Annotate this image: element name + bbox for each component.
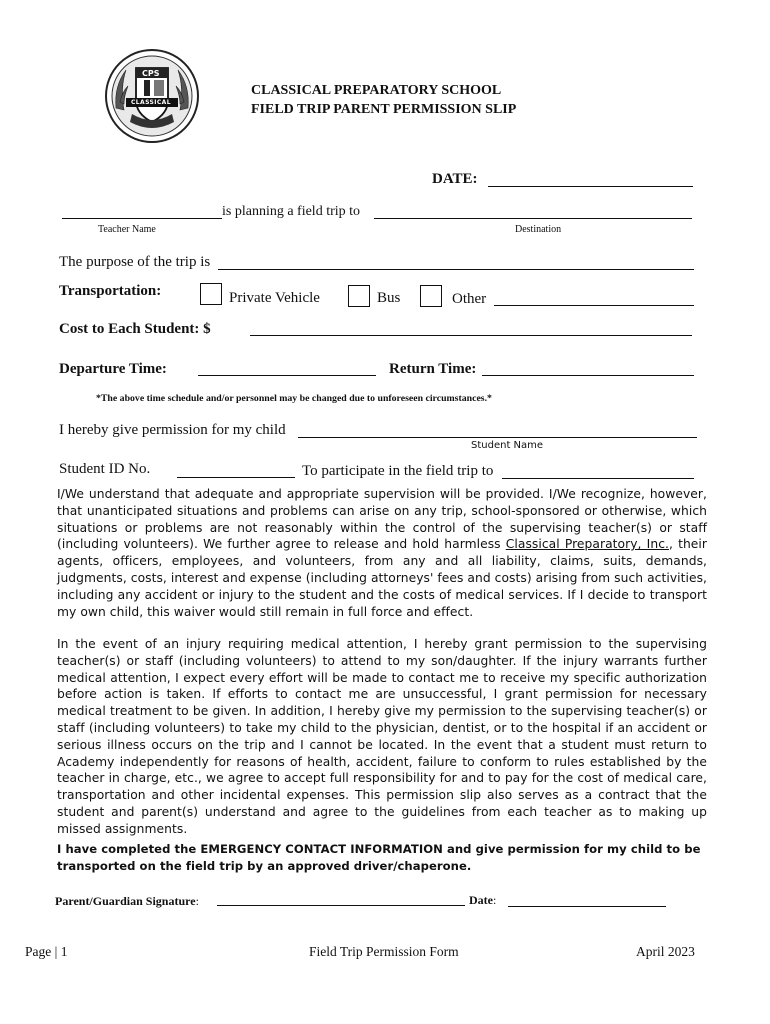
signature-date-field[interactable] xyxy=(508,890,666,907)
destination-field[interactable] xyxy=(374,202,692,219)
other-transport-field[interactable] xyxy=(494,289,694,306)
signature-label xyxy=(55,894,199,909)
planning-text: is planning a field trip to xyxy=(222,204,361,219)
destination-caption: Destination xyxy=(515,224,562,235)
student-name-caption: Student Name xyxy=(471,440,544,451)
cost-label: Cost to Each Student: $ xyxy=(59,321,211,337)
purpose-field[interactable] xyxy=(218,253,694,270)
emergency-contact-statement: I have completed the EMERGENCY CONTACT INFORMATION and give permission for my child to be transported on the field trip by an approved driver/chaperone. xyxy=(57,842,701,873)
private-vehicle-checkbox[interactable] xyxy=(200,283,222,305)
signature-label-colon: : xyxy=(195,894,199,908)
signature-label-text: Parent/Guardian Signature xyxy=(55,894,196,908)
medical-paragraph: In the event of an injury requiring medical attention, I hereby grant permission to the supervising teacher(s) or staff (including volunteers) to attend to my son/daughter. If the injury warrants further medical attention, I expect every effort will be made to contact me to receive my specific authorization before action is taken. If efforts to contact me are unsuccessful, I grant permission for necessary medical treatment to be given. In addition, I hereby give my permission to the supervising teacher(s) or staff (including volunteers) to take my child to the physician, dentist, or to the hospital if an accident or serious illness occurs on the trip and I cannot be located. In the event that a student must return to Academy independently for reasons of health, accident, failure to conform to rules established by the teacher in charge, etc., we agree to accept full responsibility for and to pay for the cost of medical care, transportation and other incidental expenses. This permission slip also serves as a contract that the student and parent(s) understand and agree to the guidelines from each teacher as to making up missed assignments. xyxy=(57,637,707,836)
other-label: Other xyxy=(452,291,487,307)
liability-text-end: , their agents, officers, employees, and volunteers, from any and all liability, claims, suits, demands, judgments, costs, interest and expense (including attorneys' fees and costs) arising from such activities, including any accident or injury to the student and the costs of medical services. If I decide to transport my own child, this waiver would still remain in full force and effect. xyxy=(57,537,707,619)
liability-paragraph xyxy=(57,486,707,620)
logo-monogram: CPS xyxy=(142,69,160,78)
teacher-name-field[interactable] xyxy=(62,202,222,219)
departure-time-field[interactable] xyxy=(198,359,376,376)
permission-label: I hereby give permission for my child xyxy=(59,422,286,438)
signature-date-label xyxy=(469,893,496,908)
signature-date-text: Date xyxy=(469,893,493,907)
return-time-label: Return Time: xyxy=(389,361,477,377)
student-id-field[interactable] xyxy=(177,461,295,478)
form-title: FIELD TRIP PARENT PERMISSION SLIP xyxy=(251,102,517,117)
signature-field[interactable] xyxy=(217,889,465,906)
liability-text-start: I/We understand that adequate and appropriate supervision will be provided. I/We recognize, however, that unanticipated situations and problems can arise on any trip, school-sponsored or otherwise, which situations or problems are not reasonably within the control of the supervising teacher(s) or staff (including volunteers). We further agree to release and hold harmless xyxy=(57,487,707,552)
school-crest-logo xyxy=(104,48,200,144)
purpose-label: The purpose of the trip is xyxy=(59,254,211,270)
date-label: DATE: xyxy=(432,171,478,187)
departure-time-label: Departure Time: xyxy=(59,361,167,377)
bus-label: Bus xyxy=(377,290,401,306)
organization-name: Classical Preparatory, Inc. xyxy=(505,537,669,552)
bus-checkbox[interactable] xyxy=(348,285,370,307)
participate-label: To participate in the field trip to xyxy=(302,463,494,479)
footer-form-name: Field Trip Permission Form xyxy=(309,944,459,959)
footer-date: April 2023 xyxy=(636,944,695,959)
student-id-label: Student ID No. xyxy=(59,461,151,477)
transportation-label: Transportation: xyxy=(59,283,162,299)
cost-field[interactable] xyxy=(250,319,692,336)
signature-date-colon: : xyxy=(493,893,497,907)
student-name-field[interactable] xyxy=(298,421,697,438)
school-crest-seal-icon xyxy=(104,48,200,144)
other-checkbox[interactable] xyxy=(420,285,442,307)
footer-page-number: Page | 1 xyxy=(25,944,68,959)
participate-destination-field[interactable] xyxy=(502,462,694,479)
logo-banner-text: CLASSICAL xyxy=(131,99,171,106)
schedule-note: *The above time schedule and/or personnel may be changed due to unforeseen circumstances.* xyxy=(96,393,492,404)
school-name: CLASSICAL PREPARATORY SCHOOL xyxy=(251,83,502,98)
date-field[interactable] xyxy=(488,170,693,187)
return-time-field[interactable] xyxy=(482,359,694,376)
teacher-name-caption: Teacher Name xyxy=(98,224,156,235)
private-vehicle-label: Private Vehicle xyxy=(229,290,320,306)
